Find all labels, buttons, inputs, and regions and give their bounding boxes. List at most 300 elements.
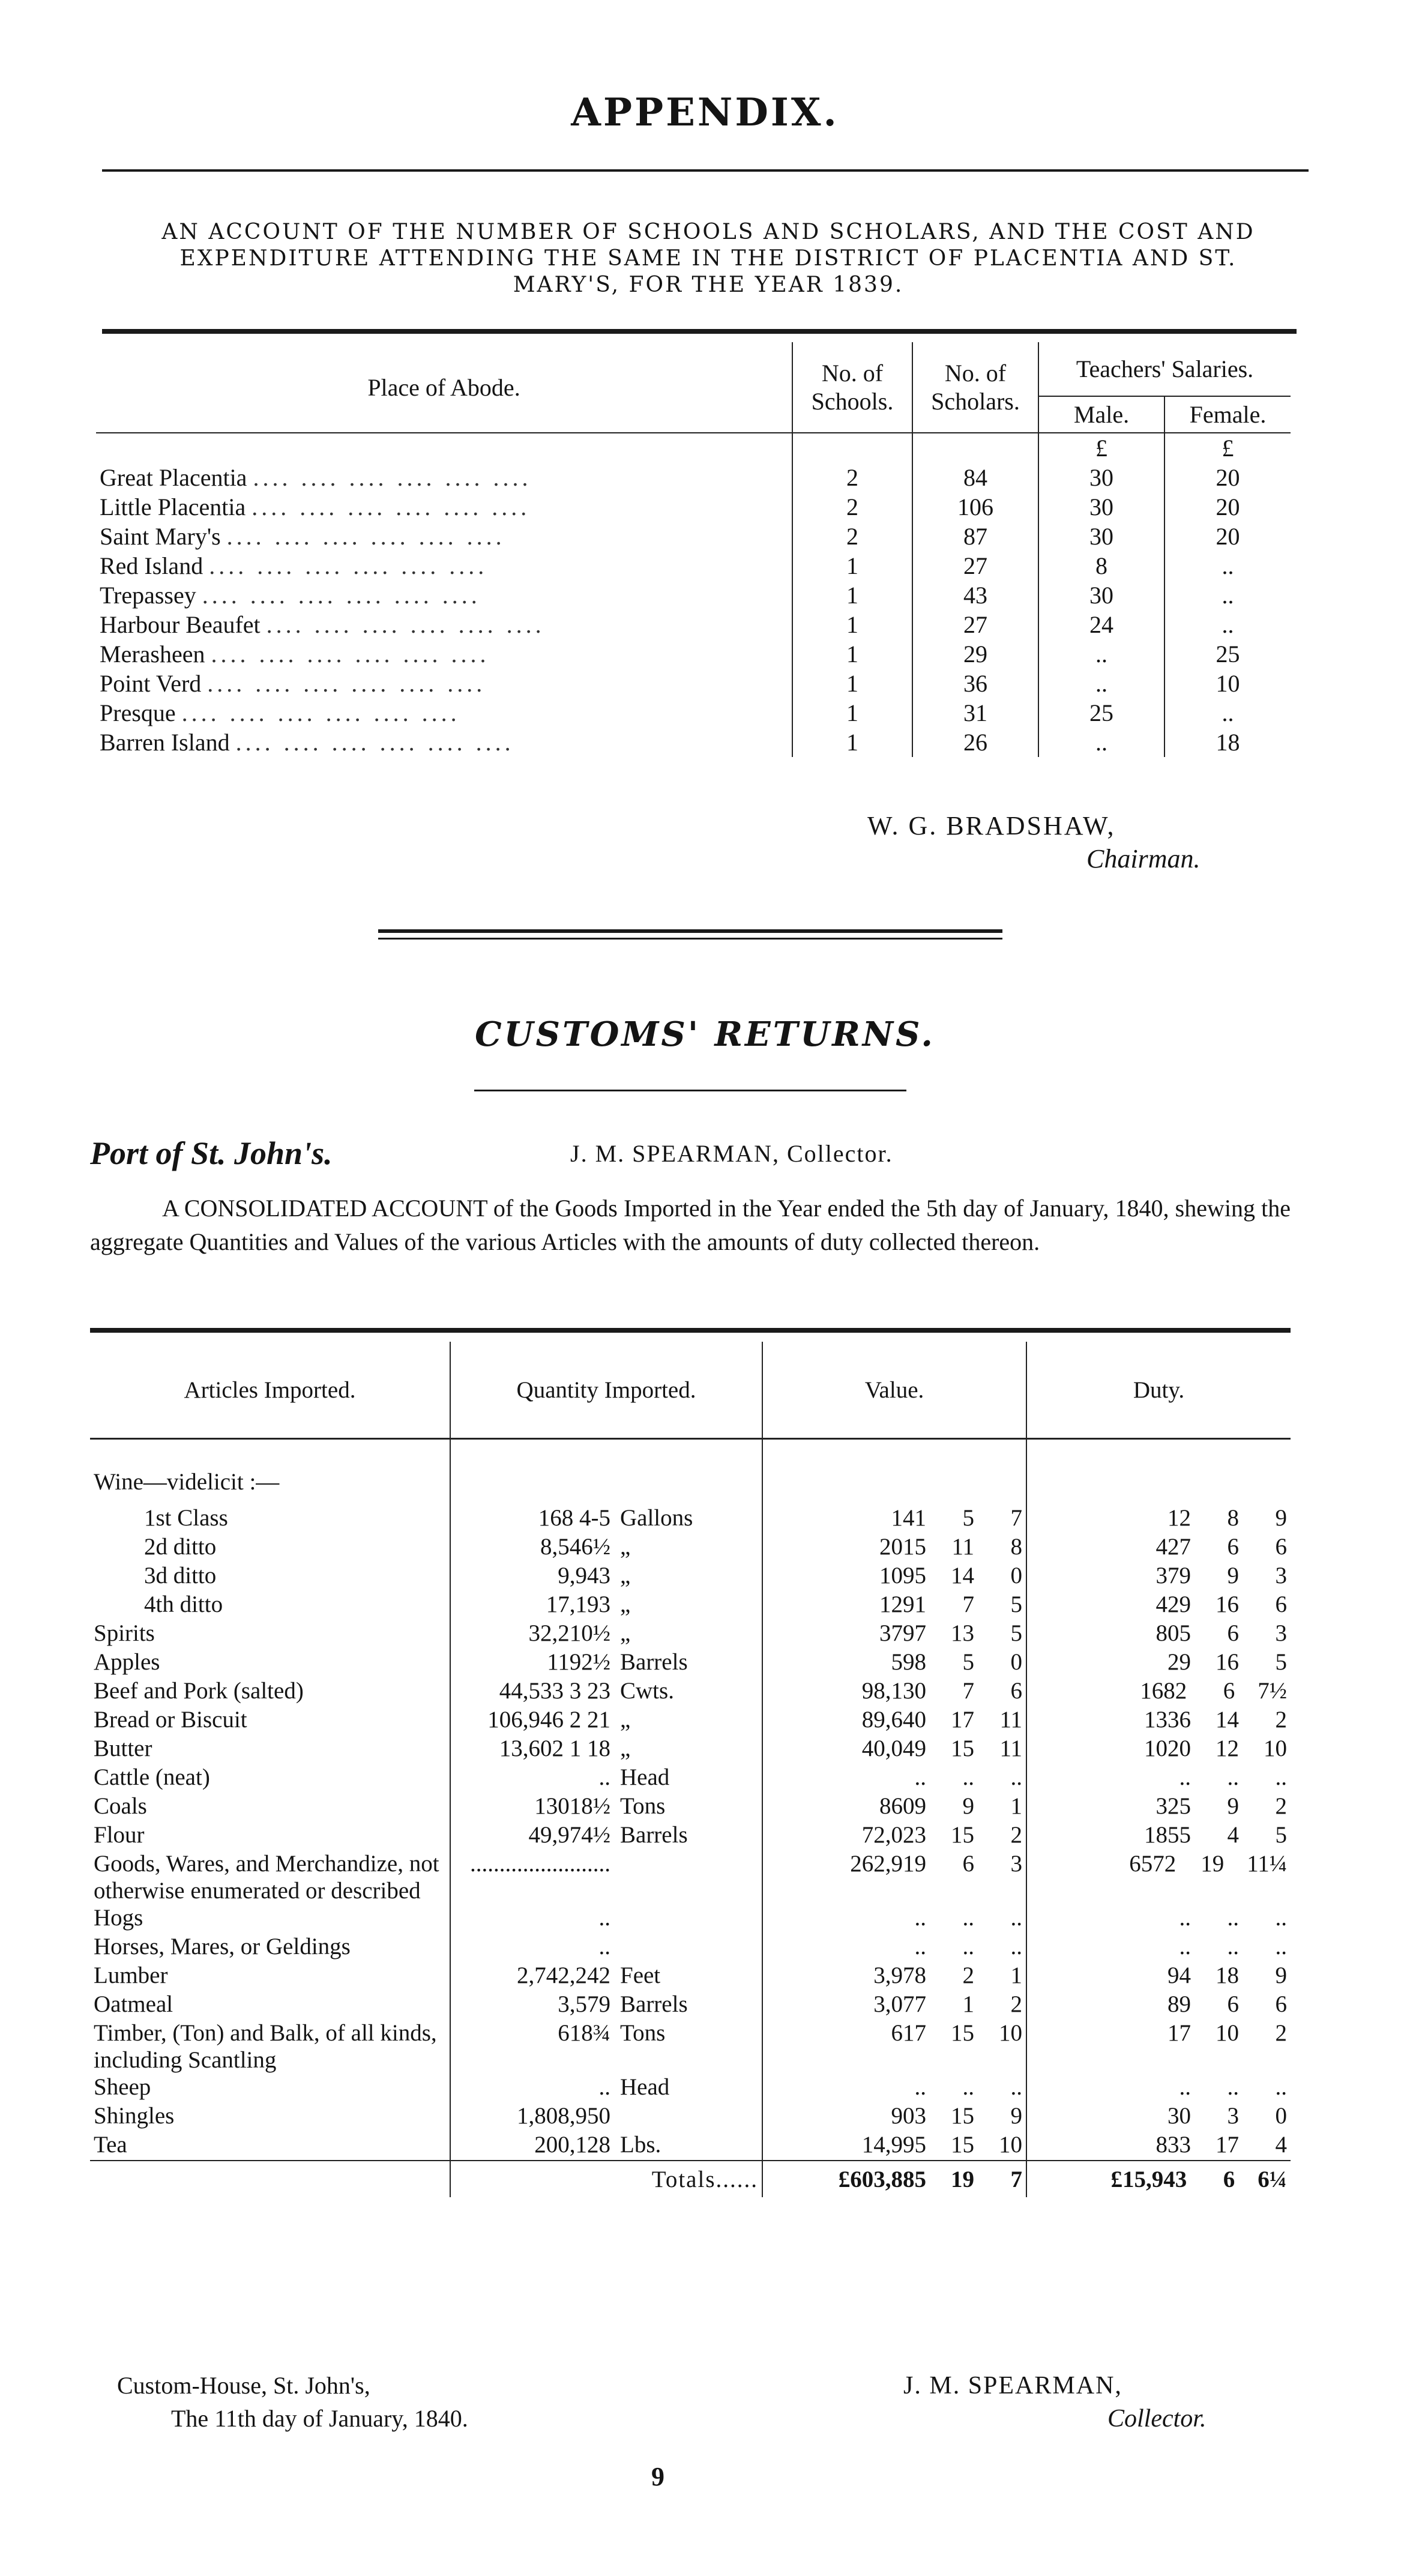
section-divider-upper <box>378 929 1002 933</box>
duty-shillings: 6 <box>1227 1620 1239 1646</box>
duty-shillings: 12 <box>1216 1736 1239 1761</box>
duty-pounds: 1855 <box>1144 1822 1191 1848</box>
duty-pence: .. <box>1275 1905 1287 1931</box>
value-shillings: 6 <box>962 1851 974 1877</box>
quantity: 3,579 <box>558 1991 610 2017</box>
male-salary: 8 <box>1038 551 1164 581</box>
totals-value-shillings: 19 <box>951 2166 974 2192</box>
duty-pounds: 1682 <box>1140 1678 1187 1704</box>
unit: Head <box>620 2074 670 2100</box>
value-pounds: 3797 <box>879 1620 926 1646</box>
import-row <box>90 1504 1291 1533</box>
value-shillings: 7 <box>962 1678 974 1704</box>
article-name: Lumber <box>94 1962 168 1988</box>
quantity: ........................ <box>470 1851 610 1877</box>
totals-duty-shillings: 6 <box>1223 2166 1235 2192</box>
article-name: Hogs <box>94 1905 143 1931</box>
duty-shillings: 17 <box>1216 2132 1239 2158</box>
value-pounds: 141 <box>891 1505 926 1531</box>
value-shillings: 17 <box>951 1707 974 1733</box>
unit: „ <box>620 1534 631 1560</box>
duty-pence: 5 <box>1275 1822 1287 1848</box>
school-row <box>96 492 1291 522</box>
value-shillings: 7 <box>962 1591 974 1617</box>
duty-pounds: 6572 <box>1129 1851 1177 1877</box>
duty-shillings: 6 <box>1223 1678 1235 1704</box>
collector-name: J. M. SPEARMAN, <box>903 2372 1122 2400</box>
col-value-header: Value. <box>762 1342 1026 1439</box>
col-schools-header: No. of Schools. <box>792 342 912 433</box>
quantity: 200,128 <box>534 2132 610 2158</box>
value-pence: .. <box>1010 1905 1022 1931</box>
customs-table <box>90 1342 1291 2197</box>
value-pence: 1 <box>1010 1793 1022 1819</box>
article-name: Goods, Wares, and Merchandize, not otherwise enumerated or described <box>94 1851 439 1904</box>
school-row <box>96 581 1291 610</box>
duty-shillings: 9 <box>1227 1793 1239 1819</box>
schools-count: 1 <box>792 669 912 698</box>
schools-count: 1 <box>792 698 912 728</box>
duty-pence: 0 <box>1275 2103 1287 2129</box>
value-pence: 11 <box>999 1707 1022 1733</box>
col-female-header: Female. <box>1164 396 1291 433</box>
value-pounds: 262,919 <box>850 1851 926 1877</box>
duty-pence: 2 <box>1275 2020 1287 2046</box>
quantity: .. <box>598 1764 610 1790</box>
duty-pounds: .. <box>1179 1905 1191 1931</box>
totals-row <box>90 2161 1291 2197</box>
totals-label: Totals...... <box>450 2161 762 2197</box>
male-salary: 30 <box>1038 463 1164 492</box>
school-row <box>96 610 1291 639</box>
female-salary: .. <box>1164 698 1291 728</box>
place-name: Red Island .... .... .... .... .... .... <box>100 552 488 579</box>
female-salary: 20 <box>1164 522 1291 551</box>
unit: „ <box>620 1620 631 1646</box>
import-row <box>90 1821 1291 1850</box>
duty-pounds: 427 <box>1155 1534 1191 1560</box>
duty-shillings: 6 <box>1227 1991 1239 2017</box>
value-pence: 9 <box>1010 2103 1022 2129</box>
schools-count: 1 <box>792 639 912 669</box>
value-pence: 0 <box>1010 1563 1022 1588</box>
duty-shillings: 4 <box>1227 1822 1239 1848</box>
female-salary: 20 <box>1164 492 1291 522</box>
quantity: 9,943 <box>558 1563 610 1588</box>
collector-title: Collector. <box>1107 2405 1207 2433</box>
scholars-count: 26 <box>912 728 1038 757</box>
duty-shillings: .. <box>1227 1905 1239 1931</box>
import-row <box>90 1850 1291 1904</box>
value-pounds: 3,077 <box>873 1991 926 2017</box>
duty-pounds: 429 <box>1155 1591 1191 1617</box>
appendix-rule <box>102 169 1309 172</box>
unit: Head <box>620 1764 670 1790</box>
schools-count: 1 <box>792 610 912 639</box>
duty-pence: 6 <box>1275 1534 1287 1560</box>
value-pounds: 8609 <box>879 1793 926 1819</box>
duty-pence: 3 <box>1275 1620 1287 1646</box>
value-shillings: 11 <box>951 1534 974 1560</box>
totals-duty-pounds: £15,943 <box>1110 2166 1187 2192</box>
value-pounds: 89,640 <box>861 1707 926 1733</box>
unit: Barrels <box>620 1649 688 1675</box>
unit: Tons <box>620 1793 666 1819</box>
import-row <box>90 2131 1291 2161</box>
customs-top-rule <box>90 1328 1291 1333</box>
value-pounds: 1095 <box>879 1563 926 1588</box>
value-pence: 3 <box>1010 1851 1022 1877</box>
quantity: 44,533 3 23 <box>499 1678 610 1704</box>
male-salary: 30 <box>1038 492 1164 522</box>
female-salary: 20 <box>1164 463 1291 492</box>
article-name: Spirits <box>94 1620 155 1646</box>
value-pence: .. <box>1010 1764 1022 1790</box>
duty-shillings: .. <box>1227 1764 1239 1790</box>
article-name: Oatmeal <box>94 1991 173 2017</box>
chairman-name: W. G. BRADSHAW, <box>867 811 1116 840</box>
article-name: Sheep <box>94 2074 151 2100</box>
value-pence: 7 <box>1010 1505 1022 1531</box>
duty-pounds: 94 <box>1167 1962 1191 1988</box>
value-shillings: 15 <box>951 1822 974 1848</box>
value-pence: 10 <box>999 2020 1022 2046</box>
value-pounds: .. <box>914 1905 926 1931</box>
article-name: Beef and Pork (salted) <box>94 1678 304 1704</box>
quantity: 13018½ <box>534 1793 610 1819</box>
article-name: Timber, (Ton) and Balk, of all kinds, including Scantling <box>94 2020 437 2073</box>
col-male-header: Male. <box>1038 396 1164 433</box>
duty-pounds: 379 <box>1155 1563 1191 1588</box>
duty-pounds: .. <box>1179 1764 1191 1790</box>
female-salary: 25 <box>1164 639 1291 669</box>
quantity: 2,742,242 <box>517 1962 610 1988</box>
duty-pounds: 29 <box>1167 1649 1191 1675</box>
value-pounds: .. <box>914 1764 926 1790</box>
article-name: Butter <box>94 1736 152 1761</box>
col-place-header: Place of Abode. <box>367 373 520 401</box>
import-row <box>90 1562 1291 1591</box>
schools-count: 2 <box>792 492 912 522</box>
duty-pounds: 17 <box>1167 2020 1191 2046</box>
duty-shillings: 6 <box>1227 1534 1239 1560</box>
value-shillings: .. <box>962 1934 974 1959</box>
school-row <box>96 698 1291 728</box>
value-shillings: .. <box>962 2074 974 2100</box>
duty-shillings: 19 <box>1201 1851 1225 1877</box>
duty-pence: 5 <box>1275 1649 1287 1675</box>
duty-pence: 9 <box>1275 1962 1287 1988</box>
duty-shillings: 14 <box>1216 1707 1239 1733</box>
scholars-count: 84 <box>912 463 1038 492</box>
duty-shillings: 18 <box>1216 1962 1239 1988</box>
import-row <box>90 1962 1291 1991</box>
duty-pence: 7½ <box>1258 1678 1287 1704</box>
female-salary: .. <box>1164 610 1291 639</box>
place-name: Presque .... .... .... .... .... .... <box>100 699 460 726</box>
scholars-count: 29 <box>912 639 1038 669</box>
duty-pence: 4 <box>1275 2132 1287 2158</box>
place-name: Merasheen .... .... .... .... .... .... <box>100 641 490 668</box>
currency-female: £ <box>1164 433 1291 463</box>
scholars-count: 106 <box>912 492 1038 522</box>
duty-pence: .. <box>1275 1934 1287 1959</box>
duty-shillings: .. <box>1227 2074 1239 2100</box>
value-pence: 2 <box>1010 1822 1022 1848</box>
duty-shillings: 10 <box>1216 2020 1239 2046</box>
import-row <box>90 2074 1291 2102</box>
value-pounds: 903 <box>891 2103 926 2129</box>
value-shillings: 15 <box>951 2103 974 2129</box>
col-quantity-header: Quantity Imported. <box>450 1342 762 1439</box>
article-name: 2d ditto <box>144 1534 217 1560</box>
duty-pounds: 1336 <box>1144 1707 1191 1733</box>
place-name: Harbour Beaufet .... .... .... .... .... .... <box>100 611 545 638</box>
value-pounds: 14,995 <box>861 2132 926 2158</box>
value-shillings: 15 <box>951 2020 974 2046</box>
value-pounds: 598 <box>891 1649 926 1675</box>
article-name: Apples <box>94 1649 160 1675</box>
male-salary: 30 <box>1038 581 1164 610</box>
quantity: 106,946 2 21 <box>487 1707 610 1733</box>
duty-pence: 2 <box>1275 1707 1287 1733</box>
import-row <box>90 1793 1291 1821</box>
schools-count: 2 <box>792 463 912 492</box>
currency-male: £ <box>1038 433 1164 463</box>
scholars-count: 27 <box>912 610 1038 639</box>
article-name: Tea <box>94 2132 127 2158</box>
duty-shillings: 8 <box>1227 1505 1239 1531</box>
value-pence: 2 <box>1010 1991 1022 2017</box>
place-name: Barren Island .... .... .... .... .... .... <box>100 729 514 756</box>
article-name: Coals <box>94 1793 147 1819</box>
value-pounds: 3,978 <box>873 1962 926 1988</box>
scholars-count: 36 <box>912 669 1038 698</box>
quantity: 168 4-5 <box>538 1505 610 1531</box>
import-row <box>90 1735 1291 1764</box>
duty-pounds: 12 <box>1167 1505 1191 1531</box>
school-row <box>96 669 1291 698</box>
male-salary: .. <box>1038 728 1164 757</box>
import-row <box>90 1620 1291 1648</box>
value-pounds: 98,130 <box>861 1678 926 1704</box>
duty-shillings: 9 <box>1227 1563 1239 1588</box>
duty-shillings: .. <box>1227 1934 1239 1959</box>
value-pounds: 40,049 <box>861 1736 926 1761</box>
page-number: 9 <box>651 2462 664 2491</box>
import-row <box>90 1591 1291 1620</box>
import-row <box>90 1706 1291 1735</box>
value-pounds: 2015 <box>879 1534 926 1560</box>
totals-duty-pence: 6¼ <box>1258 2166 1287 2192</box>
schools-count: 1 <box>792 728 912 757</box>
male-salary: .. <box>1038 639 1164 669</box>
duty-pence: 9 <box>1275 1505 1287 1531</box>
unit: „ <box>620 1563 631 1588</box>
quantity: .. <box>598 1934 610 1959</box>
duty-pounds: 89 <box>1167 1991 1191 2017</box>
unit: Barrels <box>620 1991 688 2017</box>
value-shillings: 2 <box>962 1962 974 1988</box>
value-pence: 0 <box>1010 1649 1022 1675</box>
value-pounds: .. <box>914 2074 926 2100</box>
unit: „ <box>620 1591 631 1617</box>
article-name: Bread or Biscuit <box>94 1707 247 1733</box>
duty-shillings: 16 <box>1216 1591 1239 1617</box>
value-shillings: 9 <box>962 1793 974 1819</box>
value-pence: 5 <box>1010 1620 1022 1646</box>
duty-pence: 6 <box>1275 1591 1287 1617</box>
port-collector: J. M. SPEARMAN, Collector. <box>570 1140 893 1167</box>
unit: Tons <box>620 2020 666 2046</box>
value-shillings: 15 <box>951 2132 974 2158</box>
duty-pence: 2 <box>1275 1793 1287 1819</box>
scholars-count: 87 <box>912 522 1038 551</box>
duty-pence: 10 <box>1264 1736 1287 1761</box>
female-salary: 18 <box>1164 728 1291 757</box>
col-duty-header: Duty. <box>1026 1342 1291 1439</box>
value-shillings: 5 <box>962 1649 974 1675</box>
article-name: Horses, Mares, or Geldings <box>94 1934 351 1959</box>
article-name: Shingles <box>94 2103 175 2129</box>
quantity: 49,974½ <box>528 1822 610 1848</box>
quantity: .. <box>598 2074 610 2100</box>
duty-pounds: 833 <box>1155 2132 1191 2158</box>
import-row <box>90 1677 1291 1706</box>
female-salary: 10 <box>1164 669 1291 698</box>
article-name: 3d ditto <box>144 1563 217 1588</box>
consolidated-account-intro: A CONSOLIDATED ACCOUNT of the Goods Imported in the Year ended the 5th day of January, 1840, shewing the aggregate Quantities and Values of the various Articles with the amounts of duty collected thereon. <box>90 1195 1291 1255</box>
import-row <box>90 1764 1291 1793</box>
value-pounds: 617 <box>891 2020 926 2046</box>
quantity: 1,808,950 <box>517 2103 610 2129</box>
article-name: 1st Class <box>144 1505 228 1531</box>
male-salary: .. <box>1038 669 1164 698</box>
duty-pence: 11¼ <box>1247 1851 1287 1877</box>
place-name: Great Placentia .... .... .... .... .... .... <box>100 464 532 491</box>
scholars-count: 27 <box>912 551 1038 581</box>
duty-pence: .. <box>1275 2074 1287 2100</box>
school-row <box>96 728 1291 757</box>
duty-pence: 3 <box>1275 1563 1287 1588</box>
value-pounds: 72,023 <box>861 1822 926 1848</box>
value-pence: 6 <box>1010 1678 1022 1704</box>
schools-top-rule <box>102 329 1297 334</box>
wine-label: Wine—videlicit :— <box>94 1469 280 1495</box>
value-pence: 8 <box>1010 1534 1022 1560</box>
school-row <box>96 551 1291 581</box>
value-pence: 11 <box>999 1736 1022 1761</box>
duty-pounds: 805 <box>1155 1620 1191 1646</box>
port-name: Port of St. John's. <box>90 1135 333 1171</box>
quantity: 17,193 <box>546 1591 610 1617</box>
import-row <box>90 1904 1291 1933</box>
import-row <box>90 1533 1291 1562</box>
value-shillings: 5 <box>962 1505 974 1531</box>
import-row <box>90 1933 1291 1962</box>
value-pence: .. <box>1010 1934 1022 1959</box>
unit: „ <box>620 1707 631 1733</box>
value-shillings: .. <box>962 1905 974 1931</box>
unit: Cwts. <box>620 1678 674 1704</box>
value-shillings: 14 <box>951 1563 974 1588</box>
male-salary: 25 <box>1038 698 1164 728</box>
place-name: Trepassey .... .... .... .... .... .... <box>100 582 481 609</box>
quantity: 32,210½ <box>528 1620 610 1646</box>
customs-header-row <box>90 1342 1291 1439</box>
duty-pounds: .. <box>1179 1934 1191 1959</box>
value-shillings: 13 <box>951 1620 974 1646</box>
duty-pounds: 30 <box>1167 2103 1191 2129</box>
value-shillings: 15 <box>951 1736 974 1761</box>
quantity: 1192½ <box>547 1649 610 1675</box>
unit: Gallons <box>620 1505 693 1531</box>
duty-shillings: 16 <box>1216 1649 1239 1675</box>
place-name: Point Verd .... .... .... .... .... .... <box>100 670 486 697</box>
school-row <box>96 639 1291 669</box>
duty-shillings: 3 <box>1227 2103 1239 2129</box>
col-articles-header: Articles Imported. <box>90 1342 450 1439</box>
col-salaries-header: Teachers' Salaries. <box>1038 342 1291 396</box>
school-row <box>96 463 1291 492</box>
import-row <box>90 2019 1291 2074</box>
totals-value-pounds: £603,885 <box>838 2166 926 2192</box>
col-scholars-header: No. of Scholars. <box>912 342 1038 433</box>
article-name: Flour <box>94 1822 145 1848</box>
value-pence: 1 <box>1010 1962 1022 1988</box>
article-name: Cattle (neat) <box>94 1764 210 1790</box>
school-row <box>96 522 1291 551</box>
place-name: Little Placentia .... .... .... .... .... .... <box>100 493 531 520</box>
unit: „ <box>620 1736 631 1761</box>
value-shillings: .. <box>962 1764 974 1790</box>
article-name: 4th ditto <box>144 1591 223 1617</box>
quantity: 618¾ <box>558 2020 610 2046</box>
value-pence: 10 <box>999 2132 1022 2158</box>
place-name: Saint Mary's .... .... .... .... .... .... <box>100 523 505 550</box>
totals-value-pence: 7 <box>1010 2166 1022 2192</box>
import-row <box>90 2102 1291 2131</box>
schools-count: 1 <box>792 581 912 610</box>
value-pence: .. <box>1010 2074 1022 2100</box>
schools-table <box>96 342 1291 757</box>
unit: Lbs. <box>620 2132 661 2158</box>
quantity: 8,546½ <box>540 1534 610 1560</box>
footer-date: The 11th day of January, 1840. <box>171 2405 468 2432</box>
duty-pence: .. <box>1275 1764 1287 1790</box>
schools-count: 1 <box>792 551 912 581</box>
appendix-title: APPENDIX. <box>571 90 839 135</box>
value-pence: 5 <box>1010 1591 1022 1617</box>
unit: Feet <box>620 1962 661 1988</box>
scholars-count: 31 <box>912 698 1038 728</box>
import-row <box>90 1991 1291 2019</box>
import-row <box>90 1648 1291 1677</box>
scholars-count: 43 <box>912 581 1038 610</box>
footer-place: Custom-House, St. John's, <box>117 2372 370 2399</box>
male-salary: 30 <box>1038 522 1164 551</box>
female-salary: .. <box>1164 581 1291 610</box>
value-pounds: 1291 <box>879 1591 926 1617</box>
duty-pounds: 325 <box>1155 1793 1191 1819</box>
schools-count: 2 <box>792 522 912 551</box>
duty-pounds: 1020 <box>1144 1736 1191 1761</box>
duty-pence: 6 <box>1275 1991 1287 2017</box>
duty-pounds: .. <box>1179 2074 1191 2100</box>
chairman-title: Chairman. <box>1086 844 1201 873</box>
schools-header-row <box>96 342 1291 396</box>
quantity: 13,602 1 18 <box>499 1736 610 1761</box>
